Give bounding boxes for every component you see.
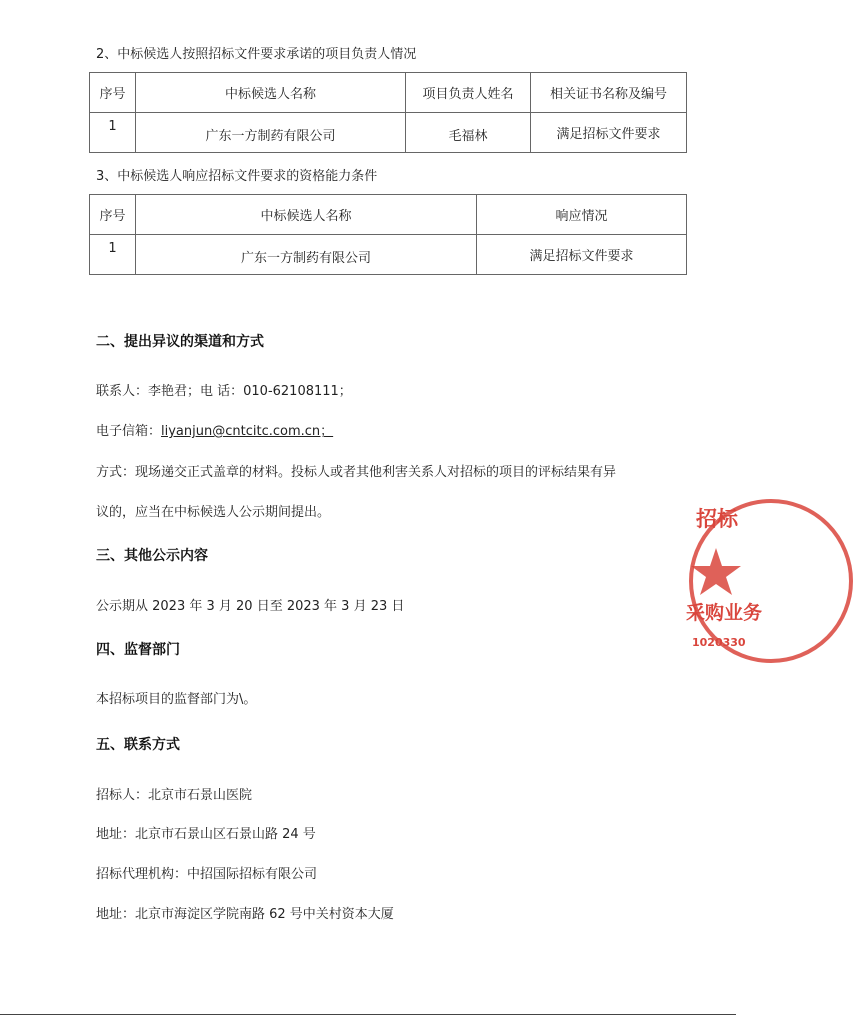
project-leader-table	[89, 72, 687, 153]
table1-header-leader: 项目负责人姓名	[406, 73, 531, 113]
table2-header-response: 响应情况	[477, 195, 687, 235]
contact-heading: 五、联系方式	[96, 737, 180, 753]
table-row	[90, 113, 687, 153]
email-label: 电子信箱：	[96, 424, 162, 439]
tenderer: 招标人：北京市石景山医院	[96, 788, 253, 803]
agency-address: 地址：北京市海淀区学院南路 62 号中关村资本大厦	[96, 907, 394, 922]
table1-cell-candidate: 广东一方制药有限公司	[136, 113, 406, 153]
table2-header-index: 序号	[90, 195, 136, 235]
section-2-title: 2、中标候选人按照招标文件要求承诺的项目负责人情况	[96, 47, 417, 62]
email-link[interactable]: liyanjun@cntcitc.com.cn；	[161, 424, 334, 439]
table1-header-candidate: 中标候选人名称	[136, 73, 406, 113]
email-line	[96, 420, 333, 439]
seal-top-text: 招标	[696, 507, 738, 531]
publicity-period: 公示期从 2023 年 3 月 20 日至 2023 年 3 月 23 日	[96, 599, 405, 614]
objection-method-line2: 议的，应当在中标候选人公示期间提出。	[96, 505, 331, 520]
table1-cell-index: 1	[90, 113, 136, 153]
tenderer-address: 地址：北京市石景山区石景山路 24 号	[96, 827, 316, 842]
table2-cell-response: 满足招标文件要求	[477, 235, 687, 275]
table2-cell-candidate: 广东一方制药有限公司	[136, 235, 477, 275]
table1-cell-certificate: 满足招标文件要求	[531, 113, 687, 153]
supervision-text: 本招标项目的监督部门为\。	[96, 692, 257, 707]
table2-cell-index: 1	[90, 235, 136, 275]
seal-number: 1020330	[692, 636, 746, 649]
contact-person: 联系人：李艳君；电 话：010-62108111；	[96, 384, 352, 399]
section-3-title: 3、中标候选人响应招标文件要求的资格能力条件	[96, 169, 378, 184]
objection-method-line1: 方式：现场递交正式盖章的材料。投标人或者其他利害关系人对招标的项目的评标结果有异	[96, 465, 617, 480]
official-seal-icon	[686, 496, 856, 666]
supervision-heading: 四、监督部门	[96, 642, 180, 658]
other-heading: 三、其他公示内容	[96, 548, 208, 564]
qualification-table	[89, 194, 687, 275]
table1-cell-leader: 毛福林	[406, 113, 531, 153]
table2-header-candidate: 中标候选人名称	[136, 195, 477, 235]
agency: 招标代理机构：中招国际招标有限公司	[96, 867, 318, 882]
table1-header-index: 序号	[90, 73, 136, 113]
seal-bottom-text: 采购业务	[686, 602, 763, 624]
table1-header-certificate: 相关证书名称及编号	[531, 73, 687, 113]
table-row	[90, 235, 687, 275]
page-bottom-divider	[0, 1014, 736, 1015]
objection-heading: 二、提出异议的渠道和方式	[96, 334, 264, 350]
